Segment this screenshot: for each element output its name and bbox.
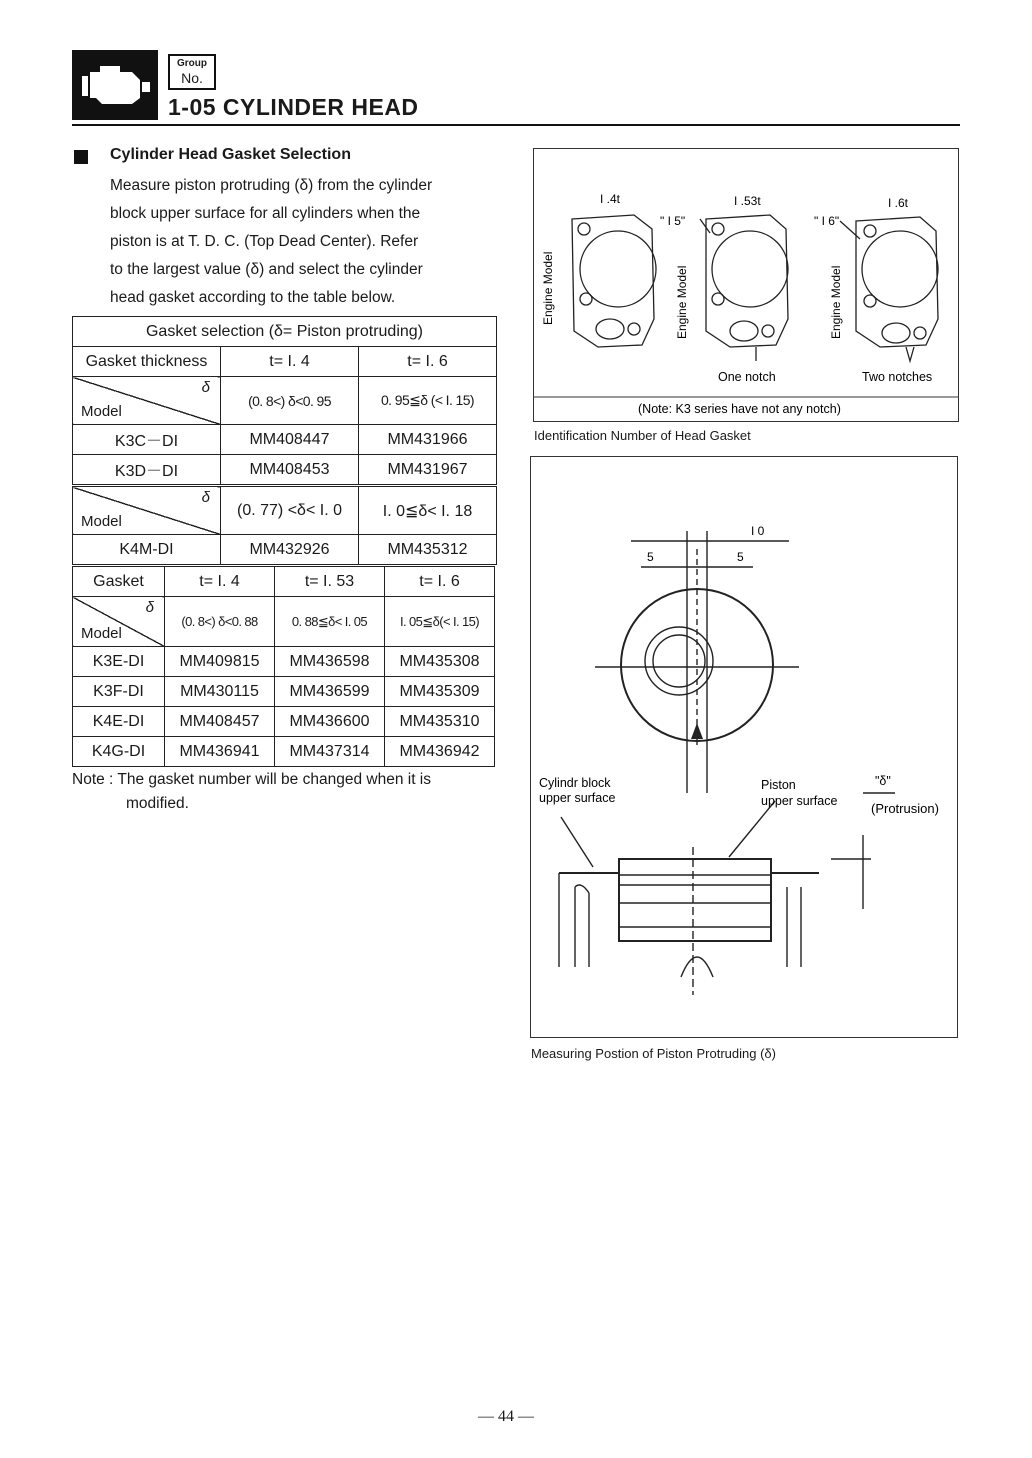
model-cell: K4G-DI (73, 737, 165, 767)
notch-pointer (906, 347, 914, 361)
page-number: — 44 — (478, 1408, 534, 1425)
piston-label: Piston (761, 778, 796, 792)
range-header: (0. 8<) δ<0. 88 (165, 597, 275, 647)
part-number-cell: MM436599 (275, 677, 385, 707)
part-number-cell: MM431966 (359, 425, 497, 455)
paragraph-line: head gasket according to the table below. (110, 289, 396, 306)
delta-symbol: δ (201, 379, 210, 396)
gasket-hole (864, 295, 876, 307)
gasket-hole (580, 293, 592, 305)
gasket-table-k3e-k4g (72, 566, 495, 767)
range-header: I. 05≦δ(< I. 15) (385, 597, 495, 647)
part-number-cell: MM436598 (275, 647, 385, 677)
note-line: modified. (126, 795, 189, 812)
part-number-cell: MM435309 (385, 677, 495, 707)
delta-symbol: δ (145, 599, 154, 616)
measuring-position-figure (530, 456, 958, 1038)
part-number-cell: MM408457 (165, 707, 275, 737)
thickness-header: t= I. 4 (165, 567, 275, 597)
note-line: Note : The gasket number will be changed when it is (72, 771, 431, 788)
thickness-header: t= I. 4 (221, 347, 359, 377)
model-label: Model (81, 513, 122, 530)
leader-line (561, 817, 593, 867)
leader-line (840, 221, 860, 239)
engine-model-label: Engine Model (675, 265, 689, 339)
model-cell: K4M-DI (73, 535, 221, 565)
diagonal-header-cell (73, 487, 221, 535)
gasket-hole (864, 225, 876, 237)
direction-arrow-icon (691, 723, 703, 739)
delta-label: "δ" (875, 774, 891, 788)
mark-label: " I 6" (814, 214, 840, 228)
range-header: (0. 77) <δ< I. 0 (221, 487, 359, 535)
dimension-label: I 0 (751, 524, 765, 538)
block-label: Cylindr block (539, 776, 611, 790)
dimension-label: 5 (737, 550, 744, 564)
part-number-cell: MM435312 (359, 535, 497, 565)
no-label: No. (181, 70, 203, 86)
part-number-cell: MM432926 (221, 535, 359, 565)
thickness-header: t= I. 6 (385, 567, 495, 597)
figure-caption: Identification Number of Head Gasket (534, 428, 751, 443)
model-label: Model (81, 403, 122, 420)
piston-section (619, 859, 771, 941)
cylinder-wall (787, 887, 801, 967)
model-cell: K3F-DI (73, 677, 165, 707)
section-title: Cylinder Head Gasket Selection (110, 146, 351, 163)
figure-caption: Measuring Postion of Piston Protruding (δ) (531, 1046, 776, 1061)
part-number-cell: MM430115 (165, 677, 275, 707)
gasket-hole (762, 325, 774, 337)
cylinder-wall (559, 873, 589, 967)
model-cell: K3D－DI (73, 455, 221, 485)
model-cell: K3C－DI (73, 425, 221, 455)
dimension-label: 5 (647, 550, 654, 564)
thickness-header: t= I. 53 (275, 567, 385, 597)
group-number-box (168, 54, 216, 90)
section-bullet (74, 150, 88, 164)
one-notch-label: One notch (718, 370, 776, 384)
page-title: 1-05 CYLINDER HEAD (168, 94, 419, 120)
engine-model-label: Engine Model (829, 265, 843, 339)
gasket-hole (712, 223, 724, 235)
gasket-hole (578, 223, 590, 235)
gasket-identification-figure (533, 148, 959, 422)
model-cell: K4E-DI (73, 707, 165, 737)
gasket-hole (730, 321, 758, 341)
group-label: Group (177, 58, 207, 69)
part-number-cell: MM435310 (385, 707, 495, 737)
leader-line (700, 219, 710, 233)
range-header: 0. 88≦δ< I. 05 (275, 597, 385, 647)
thickness-label: Gasket thickness (73, 347, 221, 377)
part-number-cell: MM435308 (385, 647, 495, 677)
header-rule (72, 124, 960, 126)
piston-pin (681, 957, 713, 977)
thickness-header: t= I. 6 (359, 347, 497, 377)
part-number-cell: MM436600 (275, 707, 385, 737)
thickness-label: I .6t (888, 196, 909, 210)
paragraph-line: to the largest value (δ) and select the cylinder (110, 261, 423, 278)
model-cell: K3E-DI (73, 647, 165, 677)
gasket-hole (712, 293, 724, 305)
part-number-cell: MM409815 (165, 647, 275, 677)
range-header: I. 0≦δ< I. 18 (359, 487, 497, 535)
note (72, 768, 496, 816)
mark-label: " I 5" (660, 214, 686, 228)
thickness-label: I .4t (600, 192, 621, 206)
delta-symbol: δ (201, 489, 210, 506)
engine-model-label: Engine Model (541, 251, 555, 325)
gasket-table-k4m (72, 486, 497, 565)
protrusion-label: (Protrusion) (871, 801, 939, 816)
range-header: 0. 95≦δ (< I. 15) (359, 377, 497, 425)
paragraph-line: block upper surface for all cylinders when the (110, 205, 421, 222)
gasket-hole (914, 327, 926, 339)
gasket-hole (628, 323, 640, 335)
table-caption: Gasket selection (δ= Piston protruding) (73, 317, 497, 347)
diagonal-header-cell (73, 597, 165, 647)
leader-line (729, 801, 775, 857)
range-header: (0. 8<) δ<0. 95 (221, 377, 359, 425)
piston-top-circle (645, 627, 713, 695)
part-number-cell: MM408453 (221, 455, 359, 485)
thickness-label: I .53t (734, 194, 761, 208)
part-number-cell: MM431967 (359, 455, 497, 485)
part-number-cell: MM408447 (221, 425, 359, 455)
gasket-hole (882, 323, 910, 343)
diagonal-header-cell (73, 377, 221, 425)
section-paragraph (110, 172, 498, 312)
piston-label: upper surface (761, 794, 838, 808)
part-number-cell: MM436941 (165, 737, 275, 767)
paragraph-line: Measure piston protruding (δ) from the cylinder (110, 177, 433, 194)
model-label: Model (81, 625, 122, 642)
part-number-cell: MM437314 (275, 737, 385, 767)
part-number-cell: MM436942 (385, 737, 495, 767)
gasket-label: Gasket (73, 567, 165, 597)
engine-group-icon (72, 50, 158, 120)
figure-note: (Note: K3 series have not any notch) (638, 402, 841, 416)
gasket-hole (596, 319, 624, 339)
gasket-table-k3c-k3d (72, 316, 497, 485)
two-notches-label: Two notches (862, 370, 933, 384)
block-label: upper surface (539, 791, 616, 805)
paragraph-line: piston is at T. D. C. (Top Dead Center). Refer (110, 233, 419, 250)
